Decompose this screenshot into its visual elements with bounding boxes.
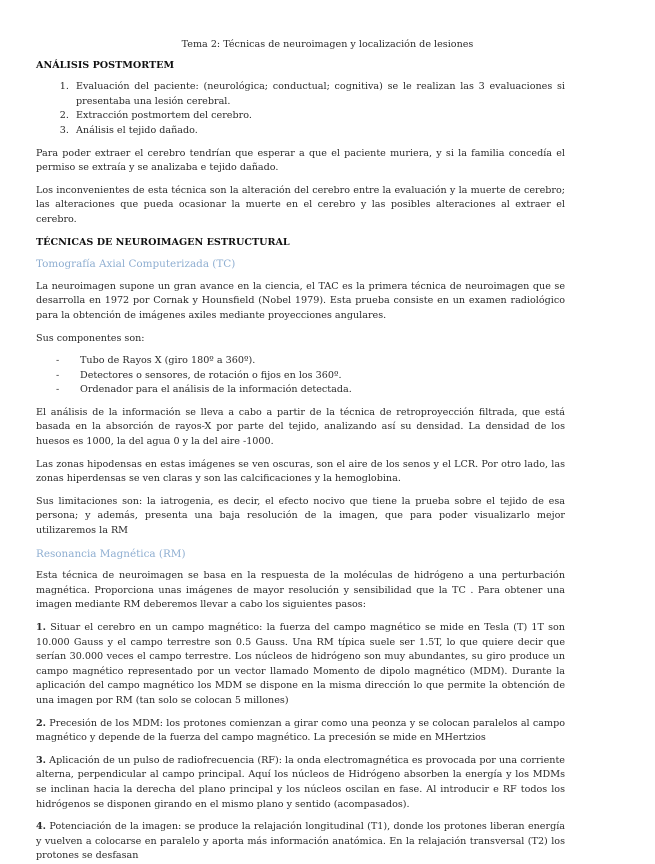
rm-step-number: 1.: [36, 622, 47, 633]
rm-step: [36, 754, 565, 812]
rm-step: [36, 717, 565, 746]
tc-component-item: - Detectores o sensores, de rotación o fijos en los 360º.: [56, 369, 565, 384]
tc-component-item: - Tubo de Rayos X (giro 180º a 360º).: [56, 354, 565, 369]
rm-step-text: Situar el cerebro en un campo magnético: la fuerza del campo magnético se mide en Tesla (T) 1T son 10.000 Gauss y el campo terrestre son 0.5 Gauss. Una RM típica suele ser 1.5T, lo que quiere decir que serían 30.000 veces el campo terrestre. Los núcleos de hidrógeno son muy abundantes, su giro produce un campo magnético representado por un vector llamado Momento de dipolo magnético (MDM). Durante la aplicación del campo magnético los MDM se dispone en la misma dirección lo que permite la obtención de una imagen por RM (tan solo se colocan 5 millones): [36, 622, 565, 706]
tc-paragraph: Las zonas hipodensas en estas imágenes se ven oscuras, son el aire de los senos y el LCR. Por otro lado, las zonas hiperdensas se ven claras y son las calcificaciones y la hemoglobina.: [36, 458, 565, 485]
tc-heading: Tomografía Axial Computerizada (TC): [36, 258, 236, 271]
postmortem-step: 2. Extracción postmortem del cerebro.: [72, 109, 565, 124]
postmortem-steps: [36, 80, 565, 138]
rm-step-text: Aplicación de un pulso de radiofrecuencia (RF): la onda electromagnética es provocada por una corriente alterna, perpendicular al campo principal. Aquí los núcleos de Hidrógeno absorben la energía y los MDMs se inclinan hacia la derecha del plano principal y los núcleos oscilan en fase. Al introducir e RF todos los hidrógenos se disponen girando en el mismo plano y sentido (acompasados).: [36, 754, 565, 810]
postmortem-step: 3. Análisis el tejido dañado.: [72, 124, 565, 139]
rm-step-text: Potenciación de la imagen: se produce la relajación longitudinal (T1), donde los protones liberan energía y vuelven a colocarse en paralelo y aporta más información anatómica. En la relajación transversal (T2) los protones se desfasan: [36, 821, 566, 862]
postmortem-heading: ANÁLISIS POSTMORTEM: [36, 59, 175, 71]
tc-component-item: - Ordenador para el análisis de la información detectada.: [56, 383, 565, 398]
tc-components-list: [36, 354, 565, 398]
tc-paragraph: El análisis de la información se lleva a cabo a partir de la técnica de retroproyección filtrada, que está basada en la absorción de rayos-X por parte del tejido, analizando así su densidad. La densidad de los huesos es 1000, la del agua 0 y la del aire -1000.: [36, 406, 565, 448]
rm-step-number: 2.: [36, 717, 47, 729]
dash-bullet-icon: -: [56, 355, 60, 367]
postmortem-step: 1. Evaluación del paciente: (neurológica; conductual; cognitiva) se le realizan las 3 evaluaciones si presentaba una lesión cerebral.: [72, 80, 565, 109]
rm-step-number: 3.: [36, 754, 47, 766]
tc-paragraph: La neuroimagen supone un gran avance en la ciencia, el TAC es la primera técnica de neuroimagen que se desarrolla en 1972 por Cornak y Hounsfield (Nobel 1979). Esta prueba consiste en un examen radiológico para la obtención de imágenes axiles mediante proyecciones angulares.: [36, 280, 565, 321]
postmortem-paragraph: Para poder extraer el cerebro tendrían que esperar a que el paciente muriera, y si la familia concedía el permiso se extraía y se analizaba e tejido dañado.: [36, 147, 565, 174]
postmortem-paragraph: Los inconvenientes de esta técnica son la alteración del cerebro entre la evaluación y la muerte de cerebro; las alteraciones que pueda ocasionar la muerte en el cerebro y las posibles alteraciones al extraer el cerebro.: [36, 184, 565, 225]
dash-bullet-icon: -: [56, 384, 60, 396]
rm-step-text: Precesión de los MDM: los protones comienzan a girar como una peonza y se colocan paralelos al campo magnético y depende de la fuerza del campo magnético. La precesión se mide en MHertzios: [36, 717, 565, 744]
rm-heading: Resonancia Magnética (RM): [36, 547, 186, 560]
tc-paragraph: Sus limitaciones son: la iatrogenia, es decir, el efecto nocivo que tiene la prueba sobre el tejido de esa persona; y además, presenta una baja resolución de la imagen, que para poder visualizarlo mejor utilizaremos la RM: [36, 495, 565, 537]
dash-bullet-icon: -: [56, 369, 60, 381]
tc-components-intro: Sus componentes son:: [36, 332, 145, 344]
estructural-heading: TÉCNICAS DE NEUROIMAGEN ESTRUCTURAL: [36, 236, 290, 248]
rm-step: [36, 621, 565, 709]
rm-step: [36, 820, 565, 864]
rm-paragraph: Esta técnica de neuroimagen se basa en la respuesta de la moléculas de hidrógeno a una perturbación magnética. Proporciona unas imágenes de mayor resolución y sensibilidad que la TC . Para obtener una imagen mediante RM deberemos llevar a cabo los siguientes pasos:: [36, 570, 565, 611]
running-head: Tema 2: Técnicas de neuroimagen y localización de lesiones: [181, 39, 474, 50]
rm-step-number: 4.: [36, 821, 47, 833]
